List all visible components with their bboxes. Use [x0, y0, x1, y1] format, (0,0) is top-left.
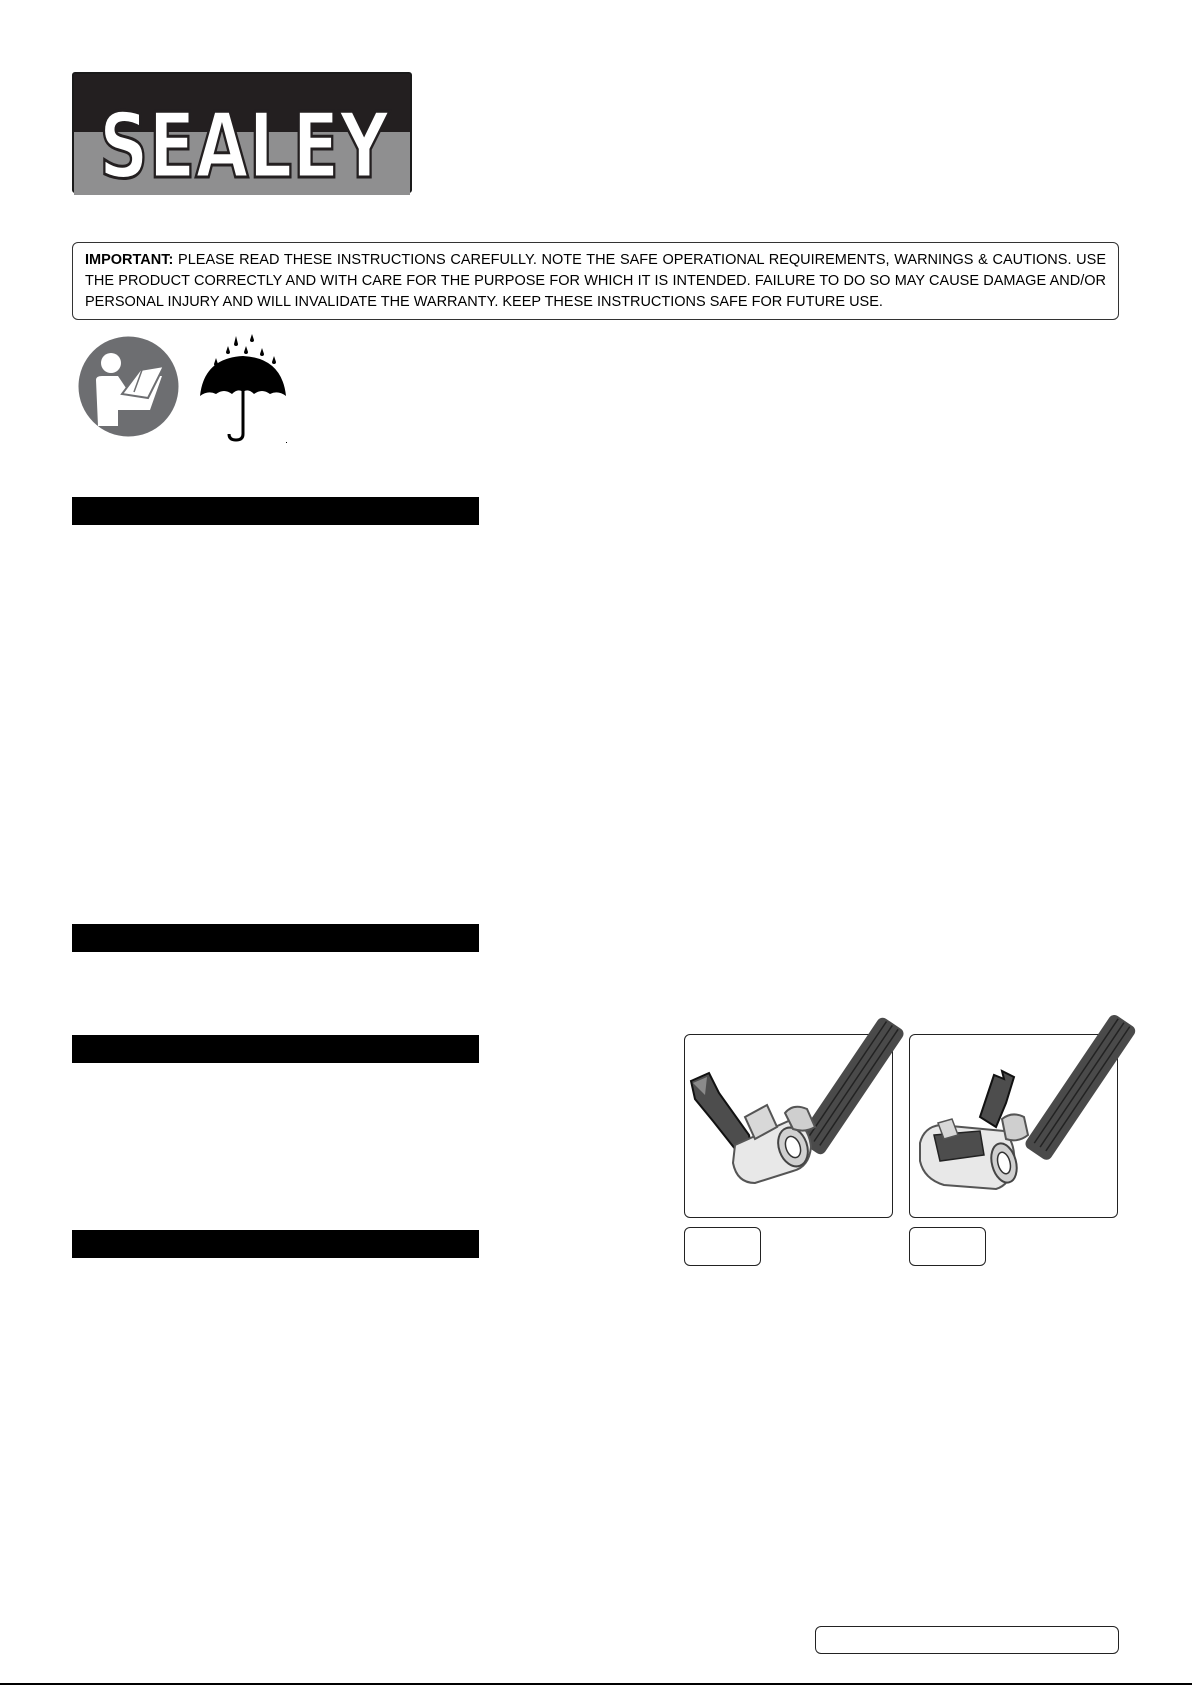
section-heading-bar-1 [72, 497, 479, 525]
air-chuck-lever-open-icon [685, 1035, 894, 1219]
air-chuck-lever-closed-icon [910, 1035, 1119, 1219]
figure-label-1 [684, 1227, 761, 1266]
section-heading-bar-3 [72, 1035, 479, 1063]
figure-label-2 [909, 1227, 986, 1266]
keep-dry-umbrella-icon [198, 334, 288, 444]
section-heading-bar-4 [72, 1230, 479, 1258]
figure-panel-1 [684, 1034, 893, 1218]
sealey-logo [72, 72, 412, 199]
read-manual-icon [78, 336, 179, 437]
important-text: PLEASE READ THESE INSTRUCTIONS CAREFULLY. NOTE THE SAFE OPERATIONAL REQUIREMENTS, WARNINGS & CAUTIONS. USE THE PRODUCT CORRECTLY AND WITH CARE FOR THE PURPOSE FOR WHICH IT IS INTENDED. FAILURE TO DO SO MAY CAUSE DAMAGE AND/OR PERSONAL INJURY AND WILL INVALIDATE THE WARRANTY. KEEP THESE INSTRUCTIONS SAFE FOR FUTURE USE. [85, 252, 1106, 310]
section-heading-bar-2 [72, 924, 479, 952]
footer-reference-box [815, 1626, 1119, 1654]
svg-text:SEALEY: SEALEY [99, 94, 391, 199]
figure-panel-2 [909, 1034, 1118, 1218]
important-label: IMPORTANT: [85, 252, 174, 268]
important-notice [72, 242, 1119, 320]
